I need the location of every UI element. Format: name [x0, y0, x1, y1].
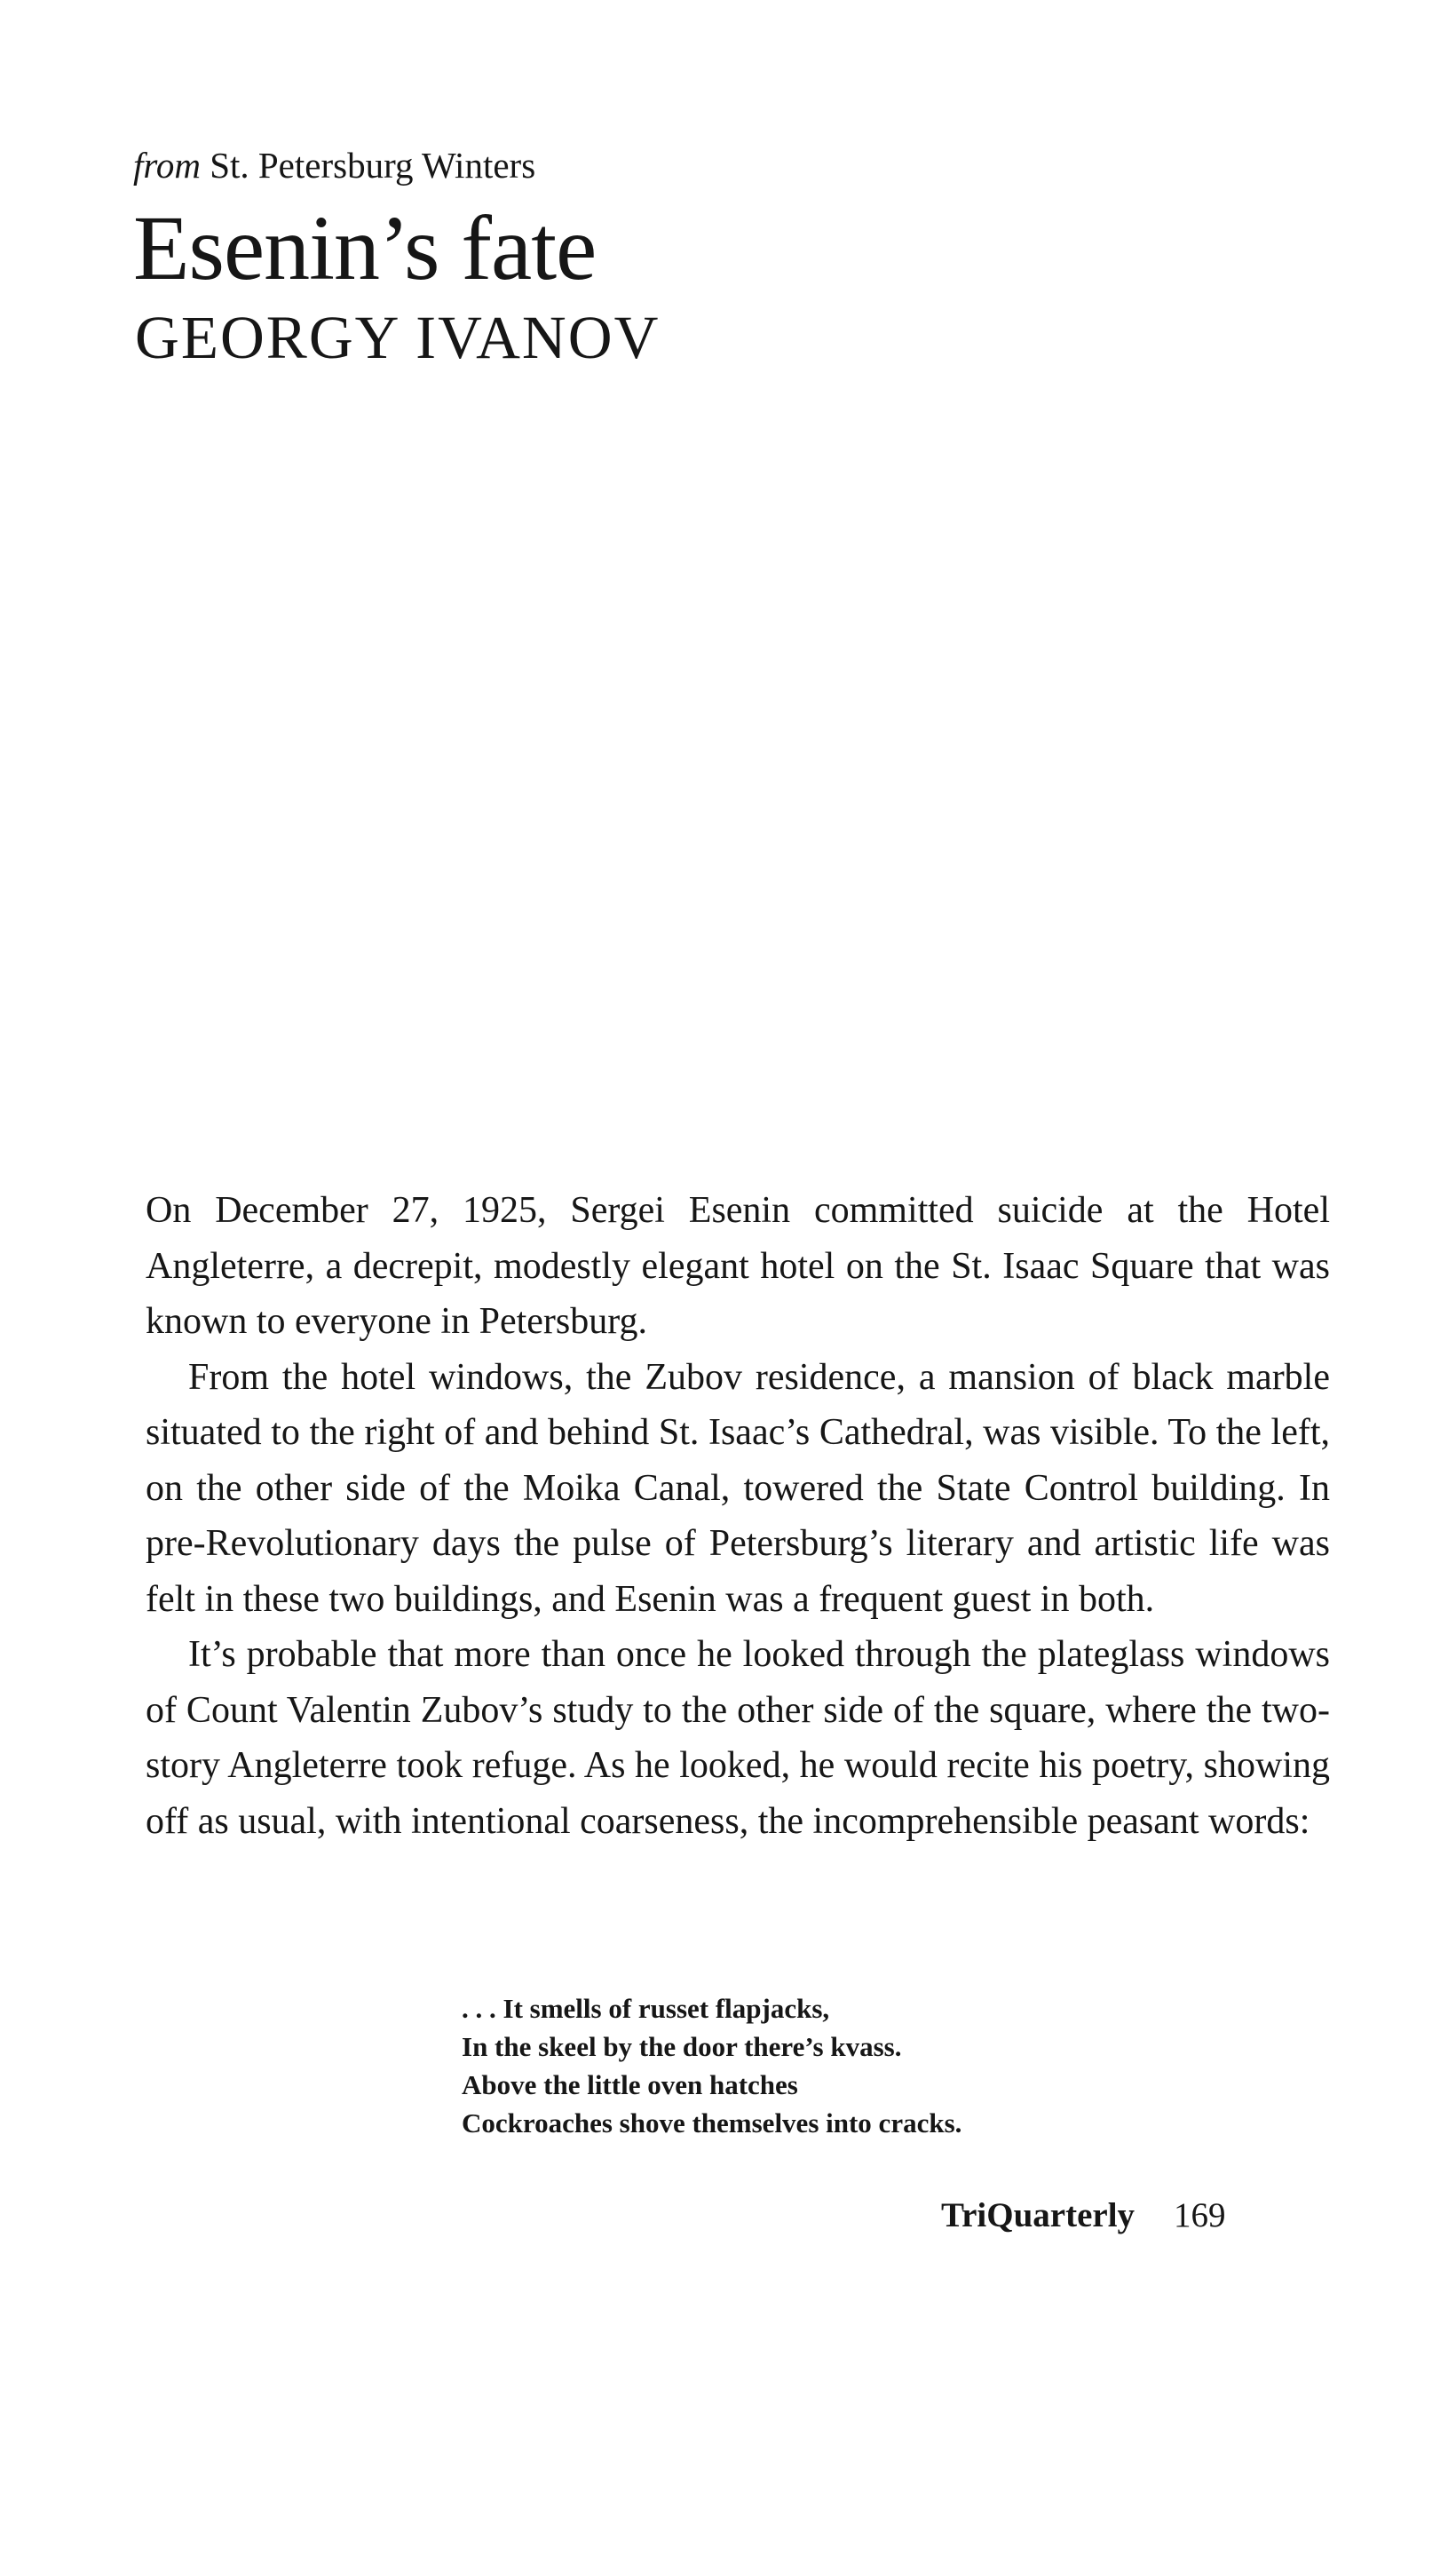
- verse-quote: [462, 1989, 961, 2142]
- page-footer: [941, 2194, 1226, 2238]
- body-paragraph-2: From the hotel windows, the Zubov residence, a mansion of black marble situated to the right of and behind St. Isaac’s Cathedral, was visible. To the left, on the other side of the Moika Canal, towered the State Control building. In pre-Revolutionary days the pulse of Petersburg’s literary and artistic life was felt in these two buildings, and Esenin was a frequent guest in both.: [146, 1356, 1330, 1620]
- source-line: [133, 142, 660, 188]
- article-header: [133, 142, 660, 373]
- verse-line: Above the little oven hatches: [462, 2069, 798, 2100]
- verse-line: Cockroaches shove themselves into cracks.: [462, 2107, 962, 2138]
- source-title: St. Petersburg Winters: [200, 145, 536, 186]
- article-body: [146, 1183, 1330, 1849]
- verse-line: In the skeel by the door there’s kvass.: [462, 2031, 902, 2062]
- page-number: 169: [1174, 2196, 1226, 2234]
- body-paragraph-1: On December 27, 1925, Sergei Esenin committed suicide at the Hotel Angleterre, a decrepit, modestly elegant hotel on the St. Isaac Square that was known to everyone in Petersburg.: [146, 1190, 1330, 1342]
- journal-name: TriQuarterly: [941, 2196, 1136, 2234]
- author-name: GEORGY IVANOV: [135, 304, 661, 371]
- source-prefix: from: [133, 145, 201, 186]
- body-paragraph-3: It’s probable that more than once he looked through the plateglass windows of Count Valentin Zubov’s study to the other side of the square, where the two-story Angleterre took refuge. As he looked, he would recite his poetry, showing off as usual, with intentional coarseness, the incomprehensible peasant words:: [146, 1634, 1330, 1842]
- article-title: Esenin’s fate: [133, 197, 597, 299]
- verse-line: . . . It smells of russet flapjacks,: [462, 1993, 830, 2024]
